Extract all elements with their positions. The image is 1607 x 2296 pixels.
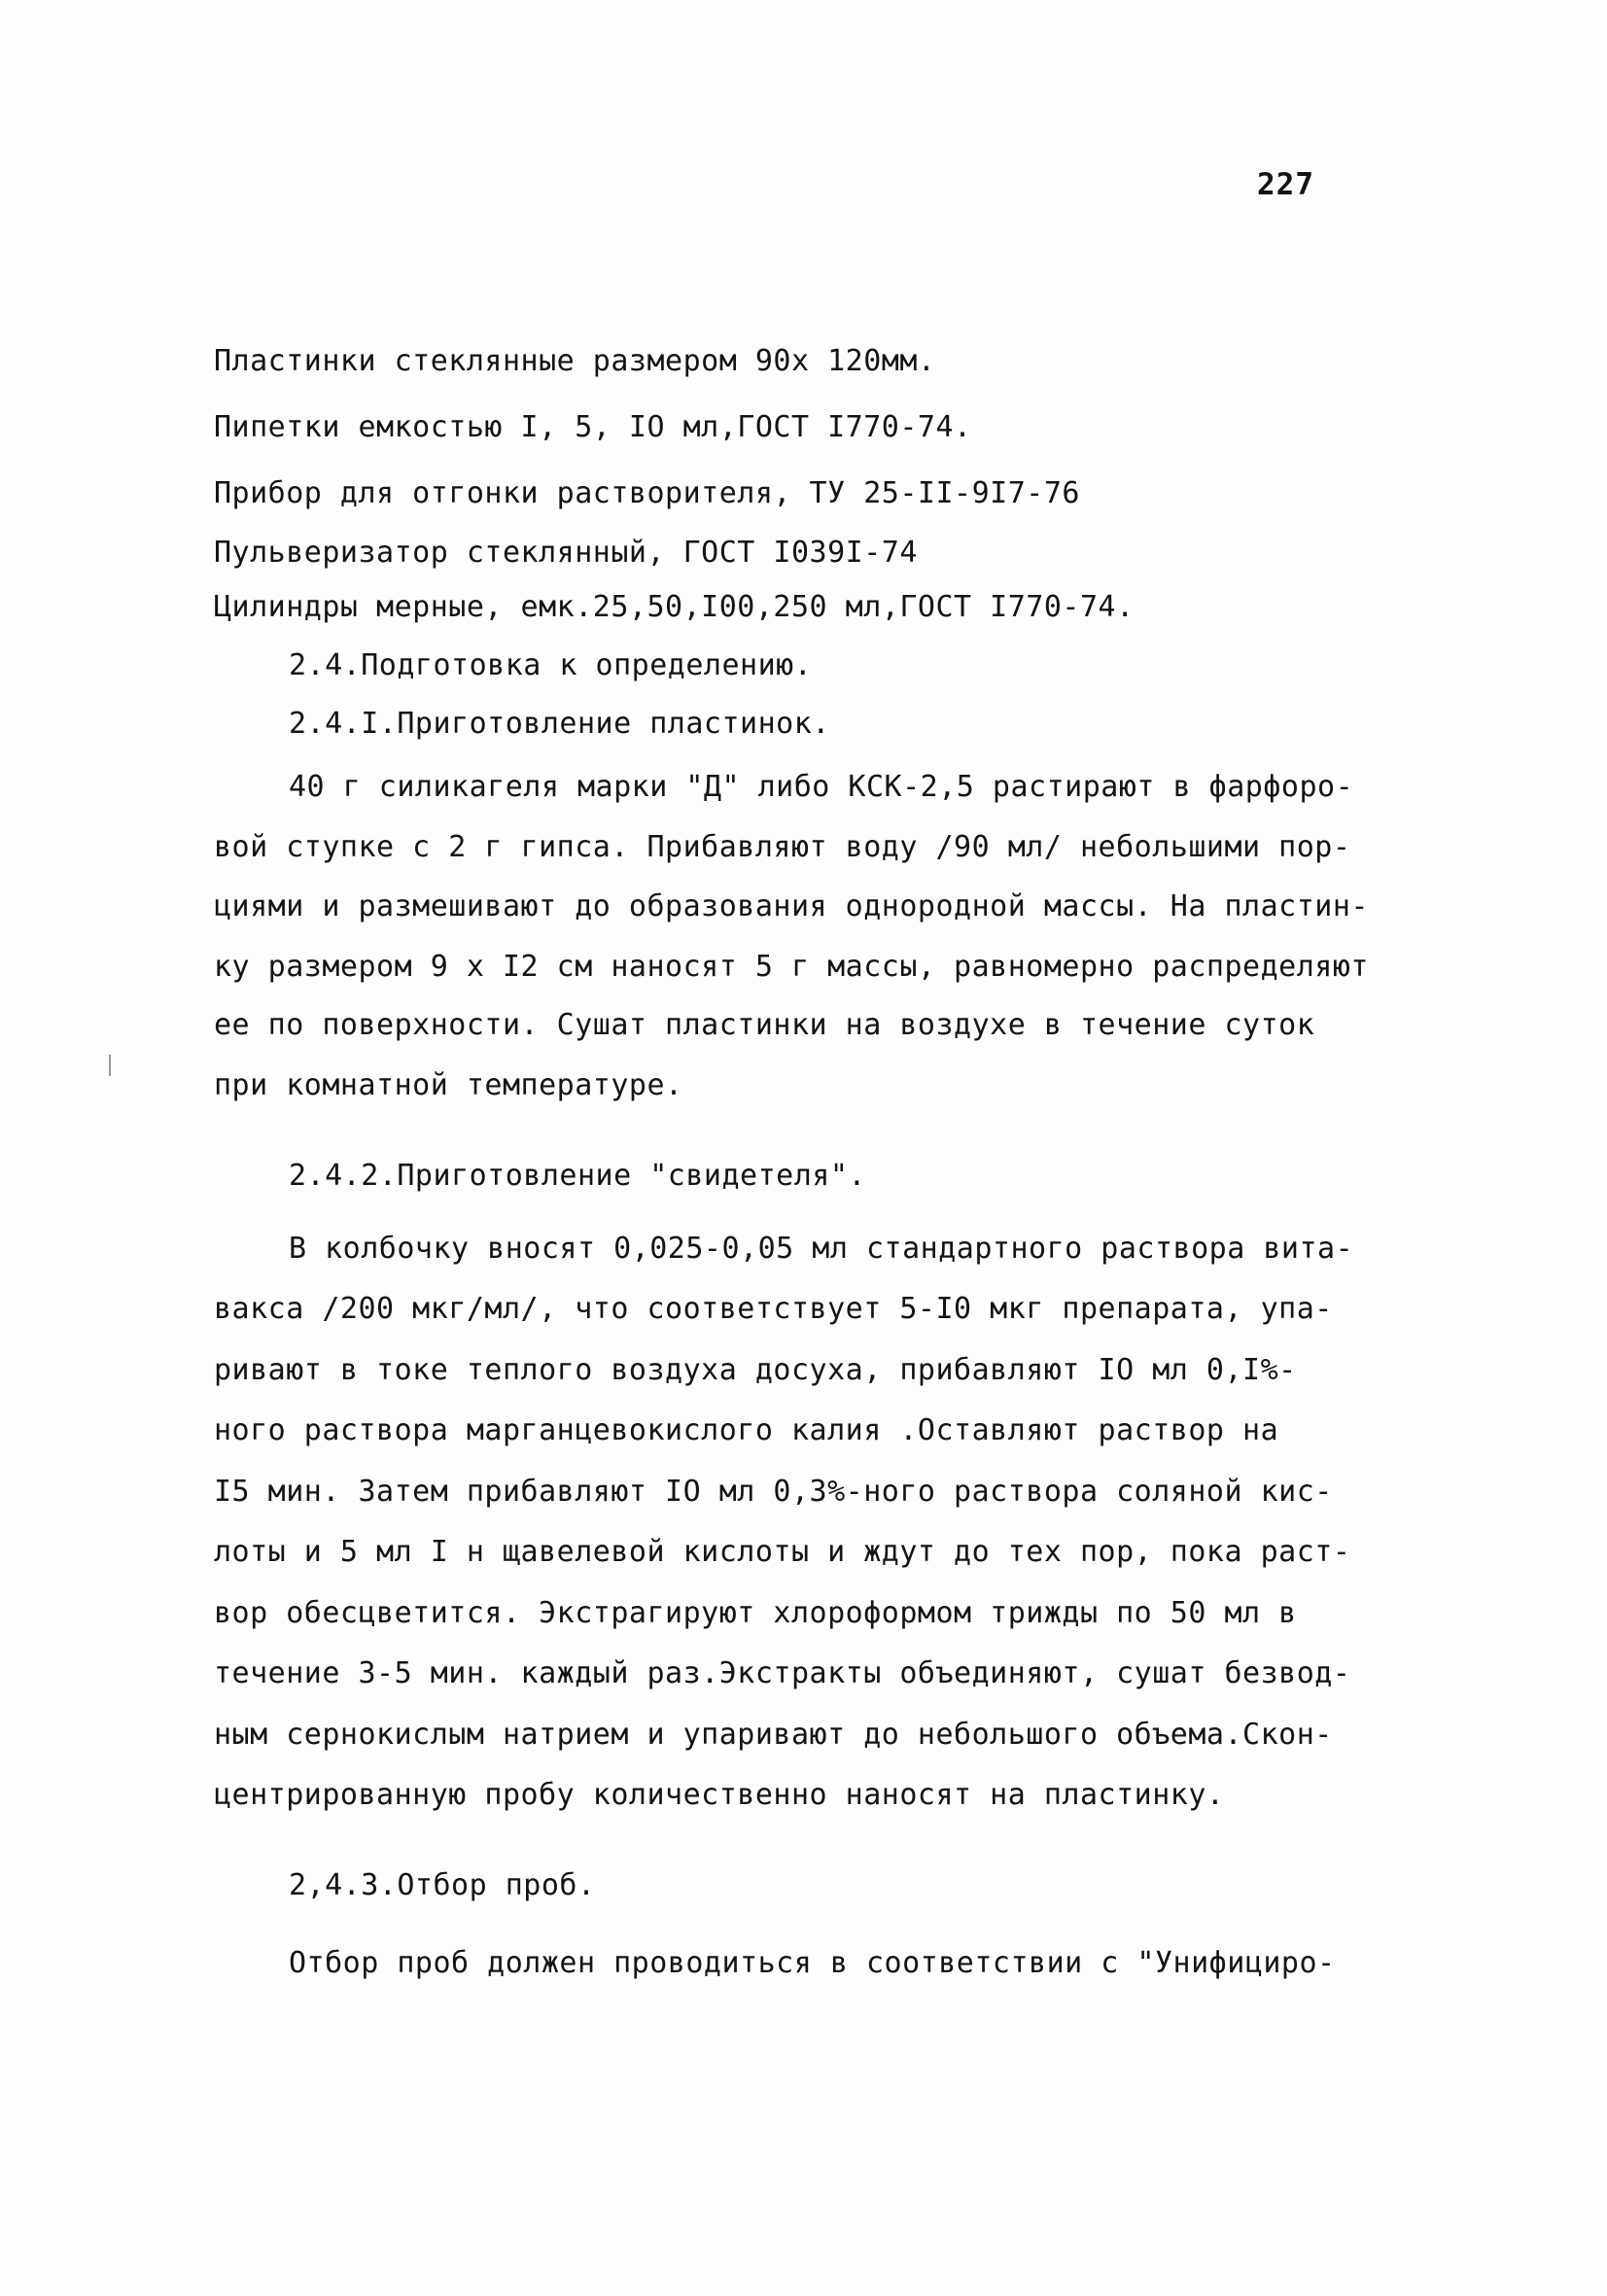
paragraph-line: Отбор проб должен проводиться в соответствии с "Унифициро- — [289, 1946, 1336, 1980]
subsection-heading: 2,4.3.Отбор проб. — [289, 1868, 596, 1902]
paragraph-line: ным сернокислым натрием и упаривают до небольшого объема.Скон- — [214, 1718, 1333, 1752]
paragraph-line: В колбочку вносят 0,025-0,05 мл стандартного раствора вита- — [289, 1232, 1354, 1266]
paragraph-line: ее по поверхности. Сушат пластинки на воздухе в течение суток — [214, 1008, 1315, 1042]
equipment-item: Цилиндры мерные, емк.25,50,I00,250 мл,ГОСТ I770-74. — [214, 590, 1135, 624]
paragraph-line: ного раствора марганцевокислого калия .Оставляют раствор на — [214, 1413, 1279, 1447]
section-heading: 2.4.Подготовка к определению. — [289, 648, 813, 682]
paragraph-line: циями и размешивают до образования однородной массы. На пластин- — [214, 889, 1369, 923]
paragraph-line: при комнатной температуре. — [214, 1068, 683, 1102]
paragraph-line: ривают в токе теплого воздуха досуха, прибавляют IO мл 0,I%- — [214, 1353, 1297, 1387]
paragraph-line: центрированную пробу количественно наносят на пластинку. — [214, 1778, 1225, 1812]
equipment-item: Прибор для отгонки растворителя, ТУ 25-II-9I7-76 — [214, 476, 1080, 510]
paragraph-line: ку размером 9 х I2 см наносят 5 г массы, равномерно распределяют — [214, 950, 1369, 984]
equipment-item: Пипетки емкостью I, 5, IO мл,ГОСТ I770-74. — [214, 410, 972, 444]
paragraph-line: вой ступке с 2 г гипса. Прибавляют воду /90 мл/ небольшими пор- — [214, 830, 1351, 864]
equipment-item: Пластинки стеклянные размером 90х 120мм. — [214, 344, 936, 378]
paragraph-line: течение 3-5 мин. каждый раз.Экстракты объединяют, сушат безвод- — [214, 1656, 1351, 1690]
paragraph-line: вор обесцветится. Экстрагируют хлороформом трижды по 50 мл в — [214, 1596, 1297, 1630]
paragraph-line: вакса /200 мкг/мл/, что соответствует 5-I0 мкг препарата, упа- — [214, 1292, 1333, 1326]
paragraph-line: 40 г силикагеля марки "Д" либо КСК-2,5 растирают в фарфоро- — [289, 770, 1354, 804]
page-number: 227 — [1257, 167, 1314, 202]
paragraph-line: лоты и 5 мл I н щавелевой кислоты и ждут до тех пор, пока раст- — [214, 1535, 1351, 1569]
subsection-heading: 2.4.I.Приготовление пластинок. — [289, 707, 830, 741]
subsection-heading: 2.4.2.Приготовление "свидетеля". — [289, 1159, 866, 1193]
equipment-item: Пульверизатор стеклянный, ГОСТ I039I-74 — [214, 536, 918, 570]
scan-margin-mark — [109, 1055, 111, 1076]
paragraph-line: I5 мин. Затем прибавляют IO мл 0,3%-ного раствора соляной кис- — [214, 1475, 1333, 1509]
